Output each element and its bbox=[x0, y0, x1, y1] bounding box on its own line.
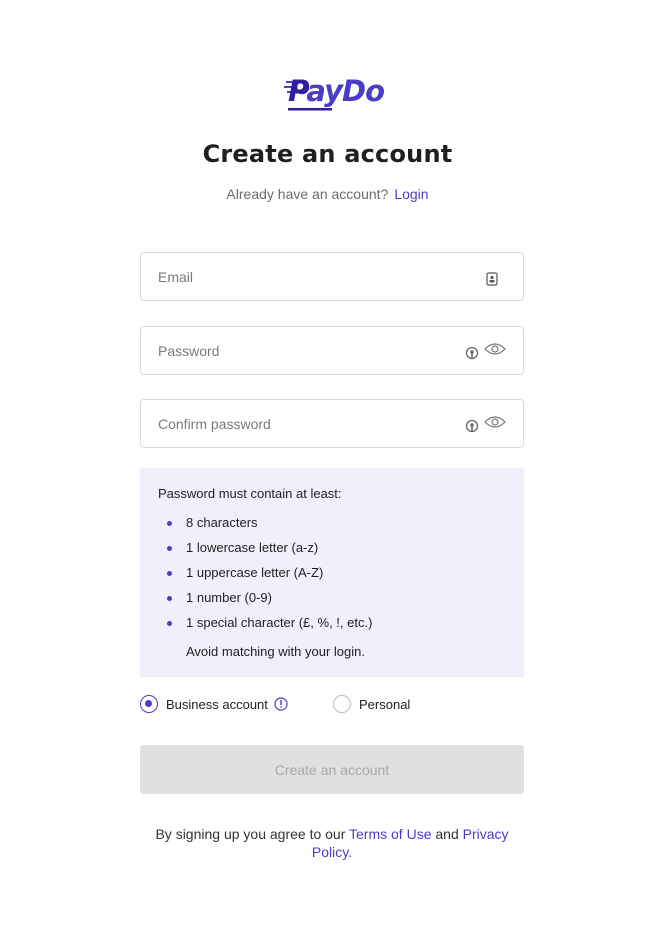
requirement-item bbox=[140, 565, 524, 590]
requirements-footer: Avoid matching with your login. bbox=[186, 644, 365, 659]
requirement-text: 1 special character (£, %, !, etc.) bbox=[186, 615, 373, 630]
account-type-selector bbox=[140, 694, 524, 714]
requirements-list bbox=[140, 515, 524, 640]
requirement-item bbox=[140, 590, 524, 615]
password-input[interactable] bbox=[158, 327, 448, 374]
business-account-radio[interactable] bbox=[140, 694, 288, 714]
login-prompt bbox=[0, 186, 655, 202]
logo-letters-ay: ay bbox=[306, 74, 342, 108]
logo-letter-p: P bbox=[288, 74, 307, 108]
terms-notice bbox=[140, 825, 524, 861]
requirement-text: 1 number (0-9) bbox=[186, 590, 272, 605]
create-account-button[interactable]: Create an account bbox=[140, 745, 524, 794]
contact-card-icon[interactable] bbox=[486, 272, 498, 286]
personal-account-label[interactable]: Personal bbox=[359, 696, 411, 712]
requirement-text: 1 lowercase letter (a-z) bbox=[186, 540, 319, 555]
eye-icon[interactable] bbox=[484, 342, 506, 356]
email-field[interactable] bbox=[140, 252, 524, 301]
email-input[interactable] bbox=[158, 253, 448, 300]
confirm-password-input[interactable] bbox=[158, 400, 448, 447]
terms-prefix: By signing up you agree to our bbox=[155, 826, 346, 842]
logo-wordmark bbox=[288, 74, 384, 108]
privacy-policy-link[interactable]: Privacy Policy. bbox=[311, 826, 509, 860]
confirm-password-field[interactable] bbox=[140, 399, 524, 448]
eye-icon[interactable] bbox=[484, 415, 506, 429]
radio-unselected-icon[interactable] bbox=[333, 695, 351, 713]
bullet-icon bbox=[167, 596, 172, 601]
terms-of-use-link[interactable]: Terms of Use bbox=[349, 826, 432, 842]
bullet-icon bbox=[167, 621, 172, 626]
requirement-item bbox=[140, 515, 524, 540]
bullet-icon bbox=[167, 571, 172, 576]
requirement-item bbox=[140, 540, 524, 565]
info-icon[interactable] bbox=[274, 697, 288, 711]
bullet-icon bbox=[167, 546, 172, 551]
requirement-text: 8 characters bbox=[186, 515, 258, 530]
requirements-title: Password must contain at least: bbox=[158, 486, 342, 501]
password-field[interactable] bbox=[140, 326, 524, 375]
page-title: Create an account bbox=[202, 140, 453, 168]
password-requirements-box bbox=[140, 468, 524, 677]
requirement-item bbox=[140, 615, 524, 640]
terms-and: and bbox=[435, 826, 459, 842]
login-link[interactable]: Login bbox=[394, 186, 429, 202]
requirement-text: 1 uppercase letter (A-Z) bbox=[186, 565, 324, 580]
key-icon[interactable] bbox=[465, 419, 479, 435]
business-account-label[interactable]: Business account bbox=[166, 696, 268, 712]
bullet-icon bbox=[167, 521, 172, 526]
radio-selected-icon[interactable] bbox=[140, 695, 158, 713]
logo-letters-do: Do bbox=[342, 74, 384, 108]
logo-underline bbox=[288, 108, 332, 112]
key-icon[interactable] bbox=[465, 346, 479, 362]
personal-account-radio[interactable] bbox=[333, 694, 410, 714]
login-prompt-text: Already have an account? bbox=[226, 186, 389, 202]
